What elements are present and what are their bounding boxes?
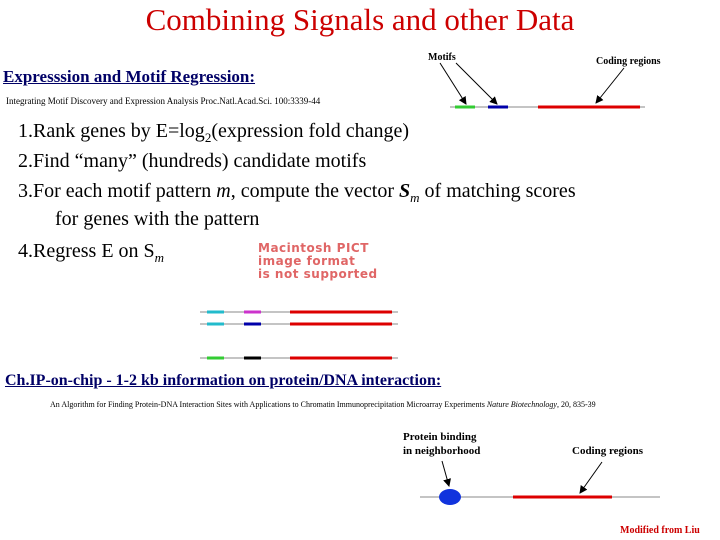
step-4-text: 4.Regress E on S — [18, 240, 155, 262]
section-heading-chip: Ch.IP-on-chip - 1-2 kb information on protein/DNA interaction: — [5, 372, 442, 389]
protein-label-line-2: in neighborhood — [403, 445, 481, 457]
protein-arrow — [442, 461, 449, 486]
step-1-subscript: 2 — [204, 130, 212, 145]
section-reference-expression: Integrating Motif Discovery and Expression Analysis Proc.Natl.Acad.Sci. 100:3339-44 — [6, 96, 321, 106]
protein-blob — [439, 489, 461, 505]
chip-reference-text: An Algorithm for Finding Protein-DNA Interaction Sites with Applications to Chromatin Immunoprecipitation Microarray Experiments — [50, 400, 487, 409]
step-3-continuation: for genes with the pattern — [55, 208, 260, 230]
credit-note: Modified from Liu — [620, 525, 700, 536]
step-3-text: 3.For each motif pattern — [18, 180, 217, 202]
section-reference-chip — [50, 400, 596, 409]
gene-diagram-bottom — [420, 461, 660, 505]
motifs-label: Motifs — [428, 52, 456, 63]
step-4-subscript: m — [154, 250, 165, 265]
step-3-subscript: m — [410, 190, 420, 205]
placeholder-line-2: image format — [258, 254, 356, 268]
gene-diagram-middle — [200, 312, 398, 358]
step-1-text: 1.Rank genes by E=log — [18, 120, 205, 142]
slide-title: Combining Signals and other Data — [145, 2, 575, 37]
protein-binding-label — [403, 430, 480, 458]
chip-reference-suffix: , 20, 835-39 — [556, 400, 596, 409]
coding-regions-label-top: Coding regions — [596, 56, 661, 67]
step-2: 2.Find “many” (hundreds) candidate motifs — [18, 150, 367, 172]
coding-arrow-top — [596, 68, 624, 103]
step-1-suffix: (expression fold change) — [211, 120, 410, 142]
placeholder-line-1: Macintosh PICT — [258, 241, 369, 255]
step-3-m: m — [216, 180, 231, 202]
protein-label-line-1: Protein binding — [403, 431, 477, 443]
coding-arrow-bottom — [580, 462, 602, 493]
placeholder-line-3: is not supported — [258, 267, 378, 281]
section-heading-expression: Expresssion and Motif Regression: — [3, 67, 256, 86]
step-3-suffix: of matching scores — [419, 180, 576, 202]
step-3-mid: , compute the vector — [230, 180, 400, 202]
coding-regions-label-bottom: Coding regions — [572, 445, 644, 457]
chip-reference-journal: Nature Biotechnology — [486, 400, 557, 409]
gene-diagram-top — [440, 63, 645, 107]
step-3-S: S — [399, 180, 411, 202]
